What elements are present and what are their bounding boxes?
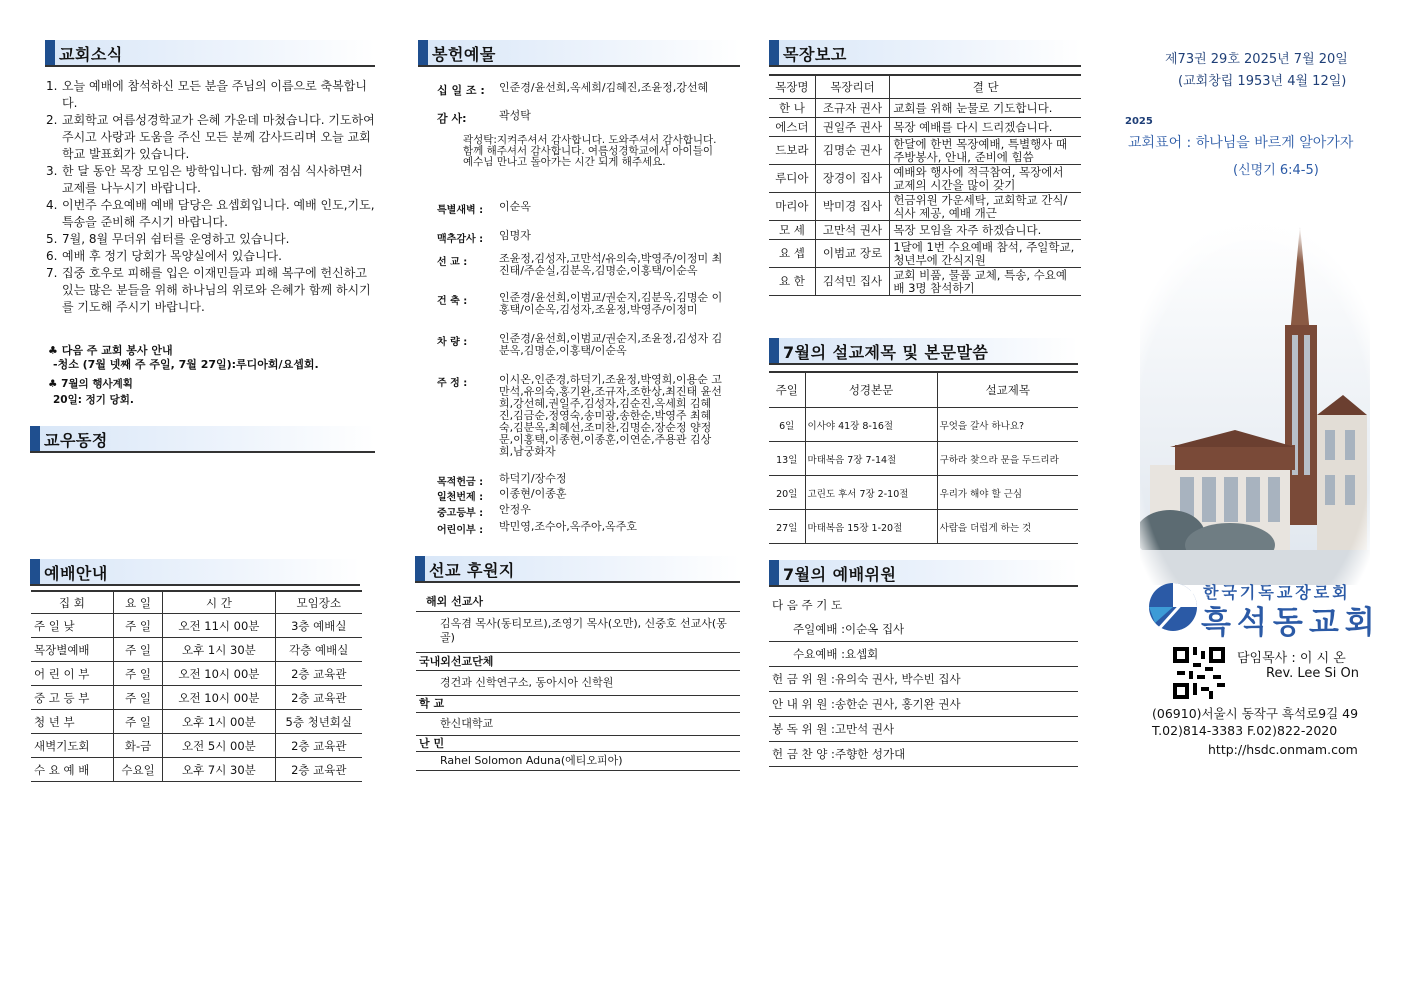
- offering-label: 일천번제 :: [437, 492, 484, 503]
- pastoral-header-cell: 목장명: [769, 75, 815, 99]
- news-item-text: 한 달 동안 목장 모임은 방학입니다. 함께 점심 식사하면서 교제를 나누시기 바랍니다.: [62, 164, 363, 195]
- worship-cell: 주 일: [113, 662, 162, 686]
- offering-value: 인준경/윤선희,옥세희/김혜진,조윤정,강선혜: [499, 81, 709, 94]
- offering-title: 봉헌예물: [432, 45, 496, 64]
- pastoral-cell: 한달에 한번 목장예배, 특별행사 때 주방봉사, 안내, 준비에 힘씀: [890, 137, 1081, 165]
- denomination-name: 한국기독교장로회: [1203, 583, 1351, 602]
- table-row: [769, 137, 1081, 165]
- refugee-value: Rahel Solomon Aduna(에티오피아): [416, 752, 740, 771]
- worship-cell: 화-금: [113, 734, 162, 758]
- domestic-value: 경건과 신학연구소, 동아시아 신학원: [416, 671, 740, 696]
- news-item-text: 7월, 8월 무더위 쉼터를 운영하고 있습니다.: [62, 232, 290, 246]
- pastoral-cell: 목장 모임을 자주 하겠습니다.: [890, 221, 1081, 240]
- worship-cell: 5층 청년회실: [275, 710, 362, 734]
- news-item-number: 1.: [46, 79, 58, 93]
- news-item: [30, 112, 375, 163]
- church-name: 흑석동교회: [1201, 605, 1381, 641]
- table-row: [769, 165, 1081, 193]
- committee-label: 안 내 위 원 :: [772, 697, 835, 711]
- table-row: [769, 221, 1081, 240]
- pastoral-cell: 박미경 집사: [815, 193, 890, 221]
- worship-header: [30, 559, 360, 586]
- committee-row: [769, 593, 1078, 617]
- table-row: [31, 710, 362, 734]
- church-logo-icon: [1147, 581, 1199, 633]
- pastoral-cell: 드보라: [769, 137, 815, 165]
- worship-cell: 2층 교육관: [275, 758, 362, 782]
- worship-cell: 주 일: [113, 686, 162, 710]
- worship-cell: 주 일 낮: [31, 614, 113, 638]
- worship-cell: 주 일: [113, 614, 162, 638]
- committee-value: 이순옥 집사: [844, 622, 905, 636]
- offering-label: 선 교 :: [437, 257, 468, 268]
- sermons-title: 7월의 설교제목 및 본문말씀: [783, 343, 989, 362]
- table-row: [769, 408, 1078, 442]
- offering-value: 인준경/윤선희,이범교/권순지,김분옥,김명순 이홍택/이순옥,김성자,조윤정,박영주/이정미: [499, 291, 723, 316]
- sermon-table: [769, 371, 1078, 544]
- news-item-number: 2.: [46, 113, 58, 127]
- church-website[interactable]: http://hsdc.onmam.com: [1208, 742, 1358, 757]
- offering-header: [418, 40, 740, 67]
- news-item: [30, 78, 375, 112]
- committee-row: [769, 617, 1078, 642]
- pastor-name: 담임목사 : 이 시 온: [1237, 651, 1346, 666]
- worship-cell: 청 년 부: [31, 710, 113, 734]
- pastoral-title: 목장보고: [783, 45, 847, 64]
- offering-value: 곽성탁: [499, 109, 531, 122]
- worship-cell: 수 요 예 배: [31, 758, 113, 782]
- sermon-header-cell: 설교제목: [937, 372, 1078, 408]
- pastoral-cell: 고만석 권사: [815, 221, 890, 240]
- pastoral-cell: 권일주 권사: [815, 118, 890, 137]
- committee-row: [769, 717, 1078, 742]
- worship-cell: 3층 예배실: [275, 614, 362, 638]
- news-item: [30, 163, 375, 197]
- header-accent-bar: [418, 40, 428, 65]
- committee-value: 주향한 성가대: [834, 747, 906, 761]
- members-header: [30, 426, 375, 453]
- committee-row: [769, 642, 1078, 667]
- events-title: ♣ 7월의 행사계획: [48, 378, 133, 390]
- news-header: [45, 40, 375, 67]
- pastoral-header-cell: 목장리더: [815, 75, 890, 99]
- worship-title: 예배안내: [44, 564, 108, 583]
- header-accent-bar: [769, 560, 779, 585]
- news-item-text: 이번주 수요예배 예배 담당은 요셉회입니다. 예배 인도,기도,특송을 준비해 주시기 바랍니다.: [62, 198, 375, 229]
- table-row: [31, 758, 362, 782]
- committee-row: [769, 742, 1078, 767]
- events-line: 20일: 정기 당회.: [53, 394, 134, 406]
- committee-label: 다 음 주 기 도: [772, 598, 843, 612]
- committee-value: 고만석 권사: [834, 722, 895, 736]
- pastoral-header-cell: 결 단: [890, 75, 1081, 99]
- offering-value: 조윤정,김성자,고만석/유의숙,박영주/이정미 최진태/주순실,김분옥,김명순,이홍택/이순옥: [499, 252, 723, 277]
- sermon-header-cell: 주일: [769, 372, 805, 408]
- worship-header-cell: 모임장소: [275, 591, 362, 614]
- news-item-number: 5.: [46, 232, 58, 246]
- offering-label: 주 정 :: [437, 378, 468, 389]
- offering-label: 맥추감사 :: [437, 234, 484, 245]
- committee-title: 7월의 예배위원: [783, 565, 897, 584]
- offering-value: 임명자: [499, 229, 531, 242]
- missions-title: 선교 후원지: [429, 561, 515, 580]
- table-row: [31, 734, 362, 758]
- offering-value: 박민영,조수아,옥주아,옥주호: [499, 520, 638, 533]
- worship-cell: 2층 교육관: [275, 686, 362, 710]
- pastoral-cell: 장경이 집사: [815, 165, 890, 193]
- worship-cell: 주 일: [113, 710, 162, 734]
- news-item-number: 7.: [46, 266, 58, 280]
- table-row: [769, 193, 1081, 221]
- committee-label: 헌 금 찬 양 :: [772, 747, 835, 761]
- worship-header-cell: 시 간: [163, 591, 275, 614]
- church-phone: T.02)814-3383 F.02)822-2020: [1152, 723, 1338, 738]
- table-row: [769, 442, 1078, 476]
- issue-line: 제73권 29호 2025년 7월 20일: [1165, 52, 1348, 67]
- pastoral-cell: 루디아: [769, 165, 815, 193]
- header-accent-bar: [45, 40, 55, 65]
- news-item: [30, 265, 375, 316]
- table-row: [769, 476, 1078, 510]
- worship-cell: 오전 11시 00분: [163, 614, 275, 638]
- pastoral-cell: 교회 비품, 물품 교체, 특송, 수요예배 3명 참석하기: [890, 268, 1081, 296]
- news-item-number: 3.: [46, 164, 58, 178]
- missions-header: [415, 556, 740, 583]
- sermon-cell: 우리가 해야 할 근심: [937, 476, 1078, 510]
- worship-cell: 오전 5시 00분: [163, 734, 275, 758]
- missions-list: [416, 592, 740, 771]
- pastoral-cell: 마리아: [769, 193, 815, 221]
- news-item: [30, 248, 375, 265]
- table-row: [769, 118, 1081, 137]
- sermon-cell: 무엇을 갈사 하나요?: [937, 408, 1078, 442]
- news-item: [30, 231, 375, 248]
- pastoral-cell: 에스더: [769, 118, 815, 137]
- table-row: [769, 99, 1081, 118]
- offering-label: 차 량 :: [437, 337, 468, 348]
- worship-cell: 오후 1시 00분: [163, 710, 275, 734]
- domestic-label: 국내외선교단체: [416, 653, 740, 671]
- offering-label: 감 사:: [437, 112, 467, 125]
- pastoral-cell: 모 세: [769, 221, 815, 240]
- worship-cell: 목장별예배: [31, 638, 113, 662]
- offering-label: 특별새벽 :: [437, 205, 484, 216]
- worship-cell: 주 일: [113, 638, 162, 662]
- pastoral-cell: 1달에 1번 수요예배 참석, 주일학교, 청년부에 간식지원: [890, 240, 1081, 268]
- table-row: [31, 638, 362, 662]
- news-title: 교회소식: [59, 45, 123, 64]
- offering-label: 목적헌금 :: [437, 477, 484, 488]
- committee-value: 유의숙 권사, 박수빈 집사: [834, 672, 961, 686]
- sermon-cell: 20일: [769, 476, 805, 510]
- pastoral-cell: 요 한: [769, 268, 815, 296]
- worship-cell: 2층 교육관: [275, 734, 362, 758]
- sermon-cell: 13일: [769, 442, 805, 476]
- pastoral-cell: 목장 예배를 다시 드리겠습니다.: [890, 118, 1081, 137]
- header-accent-bar: [30, 426, 40, 451]
- sermon-cell: 구하라 찾으라 문을 두드리라: [937, 442, 1078, 476]
- offering-label: 십 일 조 :: [437, 84, 485, 97]
- worship-header-row: [31, 591, 362, 614]
- motto-verse: (신명기 6:4-5): [1233, 163, 1319, 178]
- news-item-number: 6.: [46, 249, 58, 263]
- pastoral-header: [769, 40, 1081, 67]
- table-row: [769, 240, 1081, 268]
- sermon-header-row: [769, 372, 1078, 408]
- pastoral-cell: 교회를 위해 눈물로 기도합니다.: [890, 99, 1081, 118]
- worship-cell: 각층 예배실: [275, 638, 362, 662]
- committee-row: [769, 667, 1078, 692]
- committee-row: [769, 692, 1078, 717]
- worship-cell: 새벽기도회: [31, 734, 113, 758]
- pastoral-header-row: [769, 75, 1081, 99]
- offering-value: 이종현/이종훈: [499, 487, 567, 500]
- offering-label: 어린이부 :: [437, 525, 484, 536]
- committee-label: 헌 금 위 원 :: [772, 672, 835, 686]
- worship-header-cell: 집 회: [31, 591, 113, 614]
- sermons-header: [769, 338, 1078, 365]
- service-notice-line: -청소 (7월 넷째 주 주일, 7월 27일):루디아회/요셉회.: [53, 358, 319, 371]
- pastoral-table: [769, 74, 1081, 296]
- news-list: [30, 78, 375, 316]
- news-item-text: 교회학교 여름성경학교가 은혜 가운데 마쳤습니다. 기도하여 주시고 사랑과 도움을 주신 모든 분께 감사드리며 오늘 교회학교 발표회가 있습니다.: [62, 113, 375, 161]
- header-accent-bar: [30, 559, 40, 584]
- news-item-text: 집중 호우로 피해를 입은 이재민들과 피해 복구에 헌신하고 있는 많은 분들을 위해 하나님의 위로와 은혜가 함께 하시기를 기도해 주시기 바랍니다.: [62, 266, 371, 314]
- pastoral-cell: 김석민 집사: [815, 268, 890, 296]
- sermon-cell: 마태복음 15장 1-20절: [805, 510, 937, 544]
- service-notice-title: ♣ 다음 주 교회 봉사 안내: [48, 344, 173, 357]
- pastoral-cell: 헌금위원 가운세탁, 교회학교 간식/식사 제공, 예배 개근: [890, 193, 1081, 221]
- church-address: (06910)서울시 동작구 흑석로9길 49: [1152, 706, 1359, 721]
- refugee-label: 난 민: [416, 736, 740, 752]
- committee-header: [769, 560, 1078, 587]
- worship-cell: 오후 7시 30분: [163, 758, 275, 782]
- overseas-value: 김옥겸 목사(동티모르),조영기 목사(오만), 신중호 선교사(몽골): [416, 612, 740, 653]
- news-item: [30, 197, 375, 231]
- worship-cell: 수요일: [113, 758, 162, 782]
- header-accent-bar: [769, 338, 779, 363]
- committee-list: [769, 593, 1078, 767]
- sermon-cell: 마태복음 7장 7-14절: [805, 442, 937, 476]
- committee-label: 수요예배 :: [793, 647, 845, 661]
- pastoral-cell: 조규자 권사: [815, 99, 890, 118]
- header-accent-bar: [415, 556, 425, 581]
- offering-label: 건 축 :: [437, 296, 468, 307]
- pastoral-cell: 예배와 행사에 적극참여, 목장에서 교제의 시간을 많이 갖기: [890, 165, 1081, 193]
- sermon-cell: 고린도 후서 7장 2-10절: [805, 476, 937, 510]
- table-row: [769, 268, 1081, 296]
- church-building-image: [1140, 215, 1370, 585]
- worship-cell: 2층 교육관: [275, 662, 362, 686]
- sermon-cell: 6일: [769, 408, 805, 442]
- table-row: [769, 510, 1078, 544]
- sermon-cell: 이사야 41장 8-16절: [805, 408, 937, 442]
- school-value: 한신대학교: [416, 713, 740, 736]
- worship-cell: 어 린 이 부: [31, 662, 113, 686]
- worship-cell: 중 고 등 부: [31, 686, 113, 710]
- offering-value: 인준경/윤선희,이범교/권순지,조윤정,김성자 김분옥,김명순,이홍택/이순옥: [499, 332, 723, 357]
- members-title: 교우동정: [44, 431, 108, 450]
- pastoral-cell: 한 나: [769, 99, 815, 118]
- committee-value: 요셉회: [844, 647, 879, 661]
- qr-code-icon: [1173, 647, 1225, 699]
- news-item-text: 예배 후 정기 당회가 목양실에서 있습니다.: [62, 249, 282, 263]
- table-row: [31, 686, 362, 710]
- pastoral-cell: 요 셉: [769, 240, 815, 268]
- table-row: [31, 614, 362, 638]
- founded-line: (교회창립 1953년 4월 12일): [1178, 74, 1347, 89]
- header-accent-bar: [769, 40, 779, 65]
- school-label: 학 교: [416, 696, 740, 713]
- pastoral-cell: 이범교 장로: [815, 240, 890, 268]
- news-item-text: 오늘 예배에 참석하신 모든 분을 주님의 이름으로 축복합니다.: [62, 79, 367, 110]
- offering-label: 중고등부 :: [437, 508, 484, 519]
- offering-value: 곽성탁:지켜주셔서 감사합니다. 도와주셔서 감사합니다. 함께 해주셔서 감사합니다. 여름성경학교에서 아이들이 예수님 만나고 돌아가는 시간 되게 해주세요.: [463, 134, 717, 168]
- pastoral-cell: 김명순 권사: [815, 137, 890, 165]
- sermon-cell: 사람을 더럽게 하는 것: [937, 510, 1078, 544]
- sermon-header-cell: 성경본문: [805, 372, 937, 408]
- overseas-label: 해외 선교사: [416, 592, 740, 612]
- motto-year: 2025: [1125, 116, 1153, 127]
- worship-cell: 오전 10시 00분: [163, 662, 275, 686]
- pastor-name-en: Rev. Lee Si On: [1266, 666, 1360, 681]
- sermon-cell: 27일: [769, 510, 805, 544]
- offering-value: 하덕기/장수정: [499, 472, 567, 485]
- committee-label: 봉 독 위 원 :: [772, 722, 835, 736]
- worship-cell: 오후 1시 30분: [163, 638, 275, 662]
- offering-value: 이순옥: [499, 200, 531, 213]
- worship-table: [31, 590, 362, 782]
- committee-value: 송한순 권사, 홍기완 권사: [834, 697, 961, 711]
- offering-value: 안정우: [499, 503, 531, 516]
- committee-label: 주일예배 :: [793, 622, 845, 636]
- worship-cell: 오전 10시 00분: [163, 686, 275, 710]
- offering-value: 이시온,인준경,하덕기,조윤정,박영희,이용순 고만석,유의숙,홍기완,조규자,조한상,최진태 윤선희,강선혜,권일주,김성자,김순진,옥세희 김혜진,김금순,정영숙,송미광,송한순,박영주 최혜숙,김분옥,최혜선,조미찬,김명순,장순정 양정문,이홍택,이종현,이종훈,이연순,주용관 김상희,남궁화자: [499, 373, 722, 458]
- motto: 교회표어 : 하나님을 바르게 알아가자: [1128, 135, 1354, 151]
- table-row: [31, 662, 362, 686]
- news-item-number: 4.: [46, 198, 58, 212]
- worship-header-cell: 요 일: [113, 591, 162, 614]
